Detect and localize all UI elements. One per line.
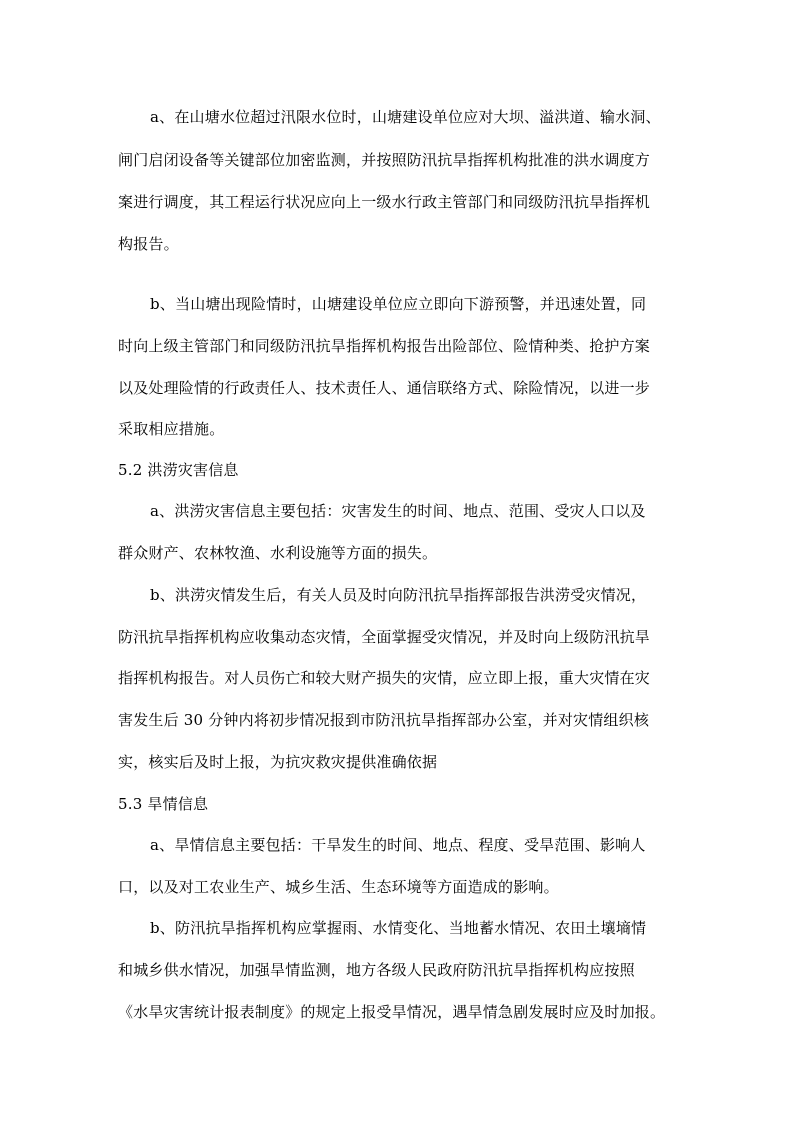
paragraph-line: a、洪涝灾害信息主要包括：灾害发生的时间、地点、范围、受灾人口以及 (150, 502, 646, 520)
paragraph-line: 以及处理险情的行政责任人、技术责任人、通信联络方式、除险情况，以进一步 (118, 379, 651, 397)
paragraph-line: 害发生后 30 分钟内将初步情况报到市防汛抗旱指挥部办公室，并对灾情组织核 (118, 711, 650, 729)
paragraph-line: 采取相应措施。 (118, 420, 225, 438)
paragraph-line: 防汛抗旱指挥机构应收集动态灾情，全面掌握受灾情况，并及时向上级防汛抗旱 (118, 628, 651, 646)
paragraph-line: 时向上级主管部门和同级防汛抗旱指挥机构报告出险部位、险情种类、抢护方案 (118, 337, 651, 355)
paragraph-line: b、洪涝灾情发生后，有关人员及时向防汛抗旱指挥部报告洪涝受灾情况， (150, 586, 647, 604)
paragraph-line: 实，核实后及时上报，为抗灾救灾提供准确依据 (118, 753, 438, 771)
paragraph-line: b、防汛抗旱指挥机构应掌握雨、水情变化、当地蓄水情况、农田土壤墒情 (150, 919, 647, 937)
paragraph-line: a、旱情信息主要包括：干旱发生的时间、地点、程度、受旱范围、影响人 (150, 836, 646, 854)
paragraph-line: 口，以及对工农业生产、城乡生活、生态环境等方面造成的影响。 (118, 878, 559, 896)
paragraph-line: 指挥机构报告。对人员伤亡和较大财产损失的灾情，应立即上报，重大灾情在灾 (118, 669, 651, 687)
paragraph-line: 和城乡供水情况，加强旱情监测，地方各级人民政府防汛抗旱指挥机构应按照 (118, 961, 635, 979)
section-heading: 5.3 旱情信息 (118, 795, 209, 813)
section-heading: 5.2 洪涝灾害信息 (118, 461, 239, 479)
paragraph-line: a、在山塘水位超过汛限水位时，山塘建设单位应对大坝、溢洪道、输水洞、 (150, 108, 661, 126)
paragraph-line: 闸门启闭设备等关键部位加密监测，并按照防汛抗旱指挥机构批准的洪水调度方 (118, 151, 651, 169)
paragraph-line: 案进行调度，其工程运行状况应向上一级水行政主管部门和同级防汛抗旱指挥机 (118, 193, 651, 211)
paragraph-line: 《水旱灾害统计报表制度》的规定上报受旱情况，遇旱情急剧发展时应及时加报。 (118, 1003, 666, 1021)
paragraph-line: b、当山塘出现险情时，山塘建设单位应立即向下游预警，并迅速处置，同 (150, 295, 647, 313)
paragraph-line: 构报告。 (118, 235, 179, 253)
paragraph-line: 群众财产、农林牧渔、水利设施等方面的损失。 (118, 544, 438, 562)
